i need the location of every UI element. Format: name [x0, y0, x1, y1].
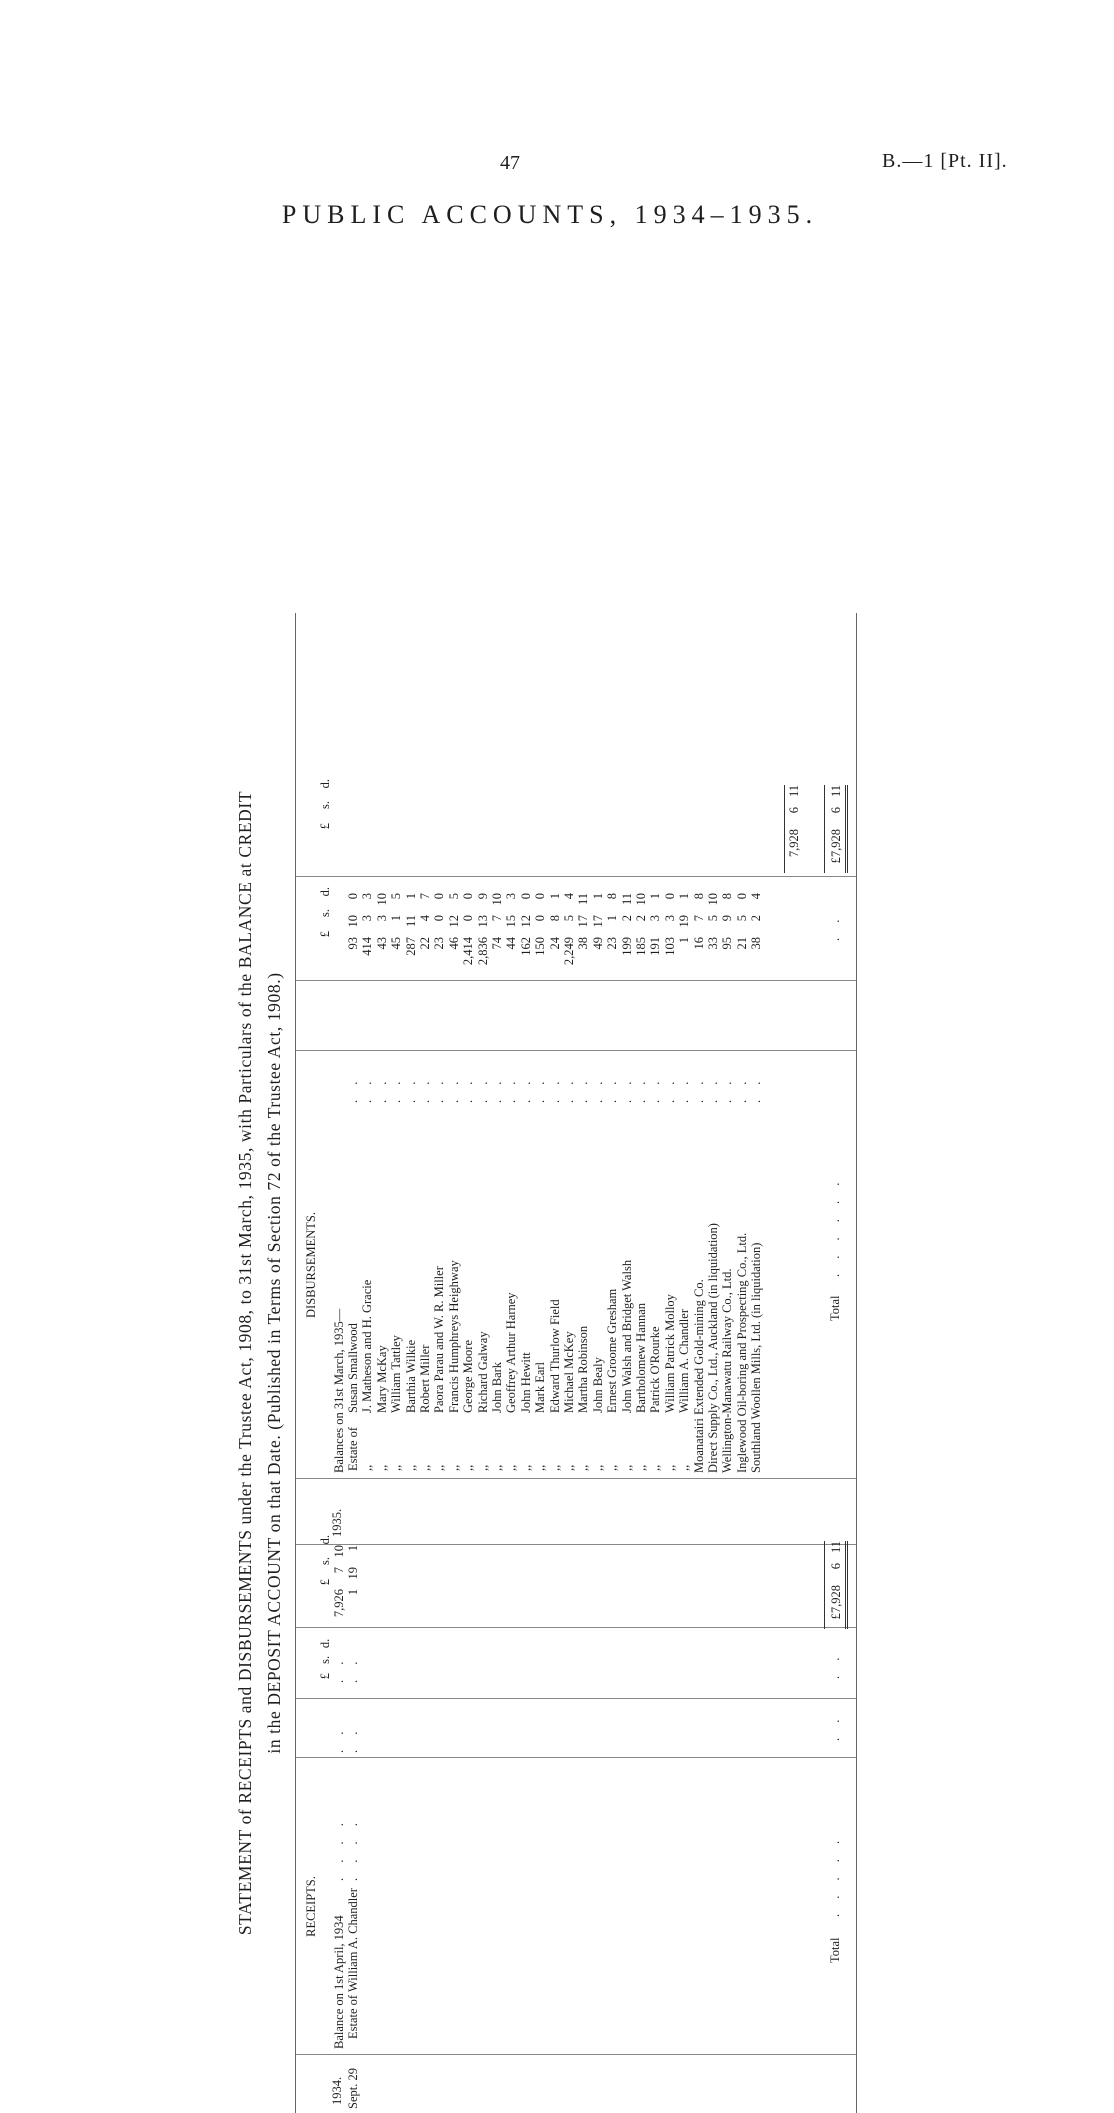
leader-dots: . . [475, 1075, 490, 1103]
statement-subtitle: in the DEPOSIT ACCOUNT on that Date. (Published in Terms of Section 72 of the Trustee Act, 1908.) [264, 972, 284, 1754]
column-rule [296, 1478, 856, 1479]
leader-dots: . . [547, 1075, 562, 1103]
column-rule [296, 876, 856, 877]
leader-dots: . . [648, 1075, 663, 1103]
column-rule [296, 1698, 856, 1699]
leader-dots: . . . . [332, 1817, 346, 1881]
disbursement-name: Southland Woollen Mills, Ltd. (in liquidation) [749, 1242, 764, 1473]
disbursement-prefix: ,, [432, 1464, 447, 1471]
receipt-amount: 1191 [346, 1545, 360, 1596]
receipts-total-label: Total [828, 1937, 842, 1963]
leader-dots: . . [490, 1075, 504, 1103]
leader-dots: . . [749, 1075, 764, 1103]
disbursement-prefix: ,, [461, 1464, 476, 1471]
disbursement-amount: 9598 [720, 893, 735, 950]
disbursement-amount: 33510 [706, 893, 720, 950]
disbursement-amount: 19131 [648, 893, 663, 956]
disbursement-name: George Moore [461, 1339, 476, 1413]
column-rule [296, 1627, 856, 1628]
disbursement-prefix: ,, [605, 1464, 620, 1471]
disbursement-amount: 2318 [605, 893, 620, 950]
pounds-header: £ [318, 1673, 332, 1680]
disbursement-name: Patrick O'Rourke [648, 1326, 663, 1413]
disbursement-prefix: ,, [389, 1464, 404, 1471]
disbursement-prefix: ,, [360, 1464, 375, 1471]
disbursement-amount: 2481 [547, 893, 562, 950]
disbursement-prefix: ,, [418, 1464, 432, 1471]
disbursement-prefix: Estate of [346, 1426, 360, 1471]
disbursement-prefix: ,, [518, 1464, 533, 1471]
disbursement-prefix: ,, [547, 1464, 562, 1471]
leader-dots: . . [332, 1725, 346, 1753]
disbursement-name: Ernest Groome Gresham [605, 1288, 620, 1413]
leader-dots: . . [576, 1075, 591, 1103]
disbursement-name: Wellington-Manawatu Railway Co., Ltd. [720, 1268, 735, 1473]
disbursement-name: Francis Humphreys Heighway [446, 1260, 461, 1413]
leader-dots: . . [590, 1075, 605, 1103]
pounds-header: £ [318, 823, 332, 830]
disbursements-total-money-header [318, 779, 332, 867]
receipts-money-header [318, 1535, 332, 1623]
disbursement-amount: 2150 [734, 893, 749, 950]
pounds-header: £ [318, 931, 332, 938]
leader-dots: . . [432, 1075, 447, 1103]
disbursements-total-label: Total [828, 1295, 842, 1321]
leader-dots: . . [828, 913, 842, 941]
leader-dots: . . . . . [828, 1834, 842, 1917]
leader-dots: . . [346, 1655, 360, 1683]
disbursement-prefix: ,, [490, 1464, 504, 1471]
column-rule [296, 1757, 856, 1758]
receipts-heading: RECEIPTS. [304, 1876, 318, 1937]
disbursement-prefix: ,, [446, 1464, 461, 1471]
page-number: 47 [500, 152, 520, 174]
disbursement-name: Mark Earl [533, 1361, 548, 1413]
leader-dots: . . [389, 1075, 404, 1103]
disbursements-heading: DISBURSEMENTS. [304, 1212, 318, 1318]
disbursement-amount: 49171 [590, 893, 605, 950]
leader-dots: . . [691, 1075, 706, 1103]
disbursement-name: William Patrick Molloy [662, 1294, 677, 1413]
disbursement-name: Mary McKay [374, 1345, 389, 1413]
disbursement-name: John Hewitt [518, 1352, 533, 1413]
receipts-total: £7,928611 [824, 1541, 848, 1629]
leader-dots: . . [346, 1725, 360, 1753]
disbursement-prefix: ,, [576, 1464, 591, 1471]
disbursement-prefix: ,, [504, 1464, 519, 1471]
leader-dots: . . [828, 1713, 842, 1741]
column-rule [296, 2054, 856, 2055]
disbursement-amount: 2,41400 [461, 893, 476, 966]
disbursement-prefix: ,, [677, 1464, 692, 1471]
disbursement-name: Inglewood Oil-boring and Prospecting Co., Ltd. [734, 1232, 749, 1473]
receipt-label: Estate of William A. Chandler [346, 1888, 360, 2039]
leader-dots: . . [360, 1075, 375, 1103]
disbursement-name: Michael McKey [562, 1331, 576, 1413]
shillings-header: s. [318, 1655, 332, 1664]
leader-dots: . . [828, 1651, 842, 1679]
disbursement-name: Bartholomew Hannan [634, 1302, 648, 1413]
disbursement-amount: 46125 [446, 893, 461, 950]
leader-dots: . . [504, 1075, 519, 1103]
pence-header: d. [318, 1638, 332, 1649]
leader-dots: . . [562, 1075, 576, 1103]
disbursement-amount: 3824 [749, 893, 764, 950]
leader-dots: . . [374, 1075, 389, 1103]
leader-dots: . . [446, 1075, 461, 1103]
disbursement-prefix: ,, [562, 1464, 576, 1471]
disbursement-amount: 10330 [662, 893, 677, 956]
pounds-header: £ [318, 1579, 332, 1586]
disbursement-name: Robert Miller [418, 1344, 432, 1413]
leader-dots: . . [418, 1075, 432, 1103]
disbursements-money-header [318, 887, 332, 975]
disbursement-name: Barthia Wilkie [403, 1339, 418, 1413]
disbursement-amount: 185210 [634, 893, 648, 956]
disbursement-prefix: ,, [590, 1464, 605, 1471]
disbursement-name: Susan Smallwood [346, 1323, 360, 1413]
disbursement-prefix: ,, [475, 1464, 490, 1471]
disbursements-intro: Balances on 31st March, 1935— [332, 1308, 346, 1473]
receipts-inner-money-header [318, 1639, 332, 1693]
disbursement-name: Direct Supply Co., Ltd., Auckland (in liquidation) [706, 1223, 720, 1473]
ledger-table [295, 613, 857, 2113]
disbursement-name: William A. Chandler [677, 1309, 692, 1413]
leader-dots: . . [332, 1655, 346, 1683]
shillings-header: s. [318, 1557, 332, 1565]
disbursement-amount: 199211 [619, 893, 634, 956]
disbursement-name: John Bealy [590, 1357, 605, 1413]
leader-dots: . . [734, 1075, 749, 1103]
disbursement-amount: 43310 [374, 893, 389, 950]
receipt-date: Sept. 29 [346, 2068, 360, 2109]
column-rule [296, 1050, 856, 1051]
leader-dots: . . [461, 1075, 476, 1103]
pence-header: d. [318, 779, 332, 789]
disbursement-prefix: ,, [374, 1464, 389, 1471]
disbursement-amount: 44153 [504, 893, 519, 950]
disbursement-prefix: ,, [619, 1464, 634, 1471]
leader-dots: . . [677, 1075, 692, 1103]
disbursement-amount: 4515 [389, 893, 404, 950]
leader-dots: . . [403, 1075, 418, 1103]
leader-dots: . . [662, 1075, 677, 1103]
leader-dots: . . [720, 1075, 735, 1103]
receipt-label: Balance on 1st April, 1934 [332, 1915, 346, 2049]
disbursement-name: William Tattley [389, 1335, 404, 1413]
disbursements-subtotal: 7,928611 [784, 785, 801, 873]
receipt-amount: 7,926710 [332, 1545, 346, 1618]
disbursement-prefix: ,, [648, 1464, 663, 1471]
leader-dots: . . [533, 1075, 548, 1103]
leader-dots: . . [634, 1075, 648, 1103]
disbursement-prefix: ,, [533, 1464, 548, 1471]
shillings-header: s. [318, 909, 332, 917]
statement-title: STATEMENT of RECEIPTS and DISBURSEMENTS under the Trustee Act, 1908, to 31st March, 1935, with Particulars of the BALANCE at CREDIT [235, 790, 255, 1936]
disbursement-name: Martha Robinson [576, 1325, 591, 1413]
disbursement-prefix: ,, [662, 1464, 677, 1471]
rotated-statement [235, 613, 855, 2113]
disbursement-name: John Walsh and Bridget Walsh [619, 1259, 634, 1413]
disbursement-amount: 2,836139 [475, 893, 490, 966]
receipts-year: 1934. [330, 2076, 344, 2105]
disbursement-prefix: ,, [634, 1464, 648, 1471]
disbursement-amount: 93100 [346, 893, 360, 950]
disbursement-name: Geoffrey Arthur Harney [504, 1292, 519, 1413]
column-rule [296, 1544, 856, 1545]
document-title: PUBLIC ACCOUNTS, 1934–1935. [281, 200, 819, 229]
leader-dots: . . . . [346, 1817, 360, 1881]
disbursement-amount: 2247 [418, 893, 432, 950]
leader-dots: . . . . . . [828, 1176, 842, 1277]
disbursement-amount: 15000 [533, 893, 548, 956]
leader-dots: . . [605, 1075, 620, 1103]
pence-header: d. [318, 1535, 332, 1545]
leader-dots: . . [518, 1075, 533, 1103]
disbursement-prefix: ,, [403, 1464, 418, 1471]
leader-dots: . . [706, 1075, 720, 1103]
disbursement-name: John Bark [490, 1361, 504, 1413]
disbursement-amount: 287111 [403, 893, 418, 956]
leader-dots: . . [346, 1075, 360, 1103]
disbursement-amount: 1191 [677, 893, 692, 944]
disbursement-amount: 74710 [490, 893, 504, 950]
disbursement-name: Moanatairi Extended Gold-mining Co. [691, 1279, 706, 1473]
disbursement-amount: 162120 [518, 893, 533, 956]
leader-dots: . . [619, 1075, 634, 1103]
shillings-header: s. [318, 801, 332, 809]
pence-header: d. [318, 887, 332, 897]
disbursement-amount: 41433 [360, 893, 375, 956]
disbursement-name: Paora Parau and W. R. Miller [432, 1266, 447, 1413]
disbursement-amount: 2,24954 [562, 893, 576, 966]
disbursement-amount: 1678 [691, 893, 706, 950]
disbursement-name: J. Matheson and H. Gracie [360, 1279, 375, 1413]
disbursements-total: £7,928611 [824, 785, 848, 873]
disbursement-name: Richard Galway [475, 1331, 490, 1413]
disbursement-amount: 381711 [576, 893, 591, 950]
disbursement-amount: 2300 [432, 893, 447, 950]
disbursement-name: Edward Thurlow Field [547, 1299, 562, 1413]
disbursements-year: 1935. [330, 1508, 344, 1537]
document-reference: B.—1 [Pt. II]. [882, 150, 1008, 172]
